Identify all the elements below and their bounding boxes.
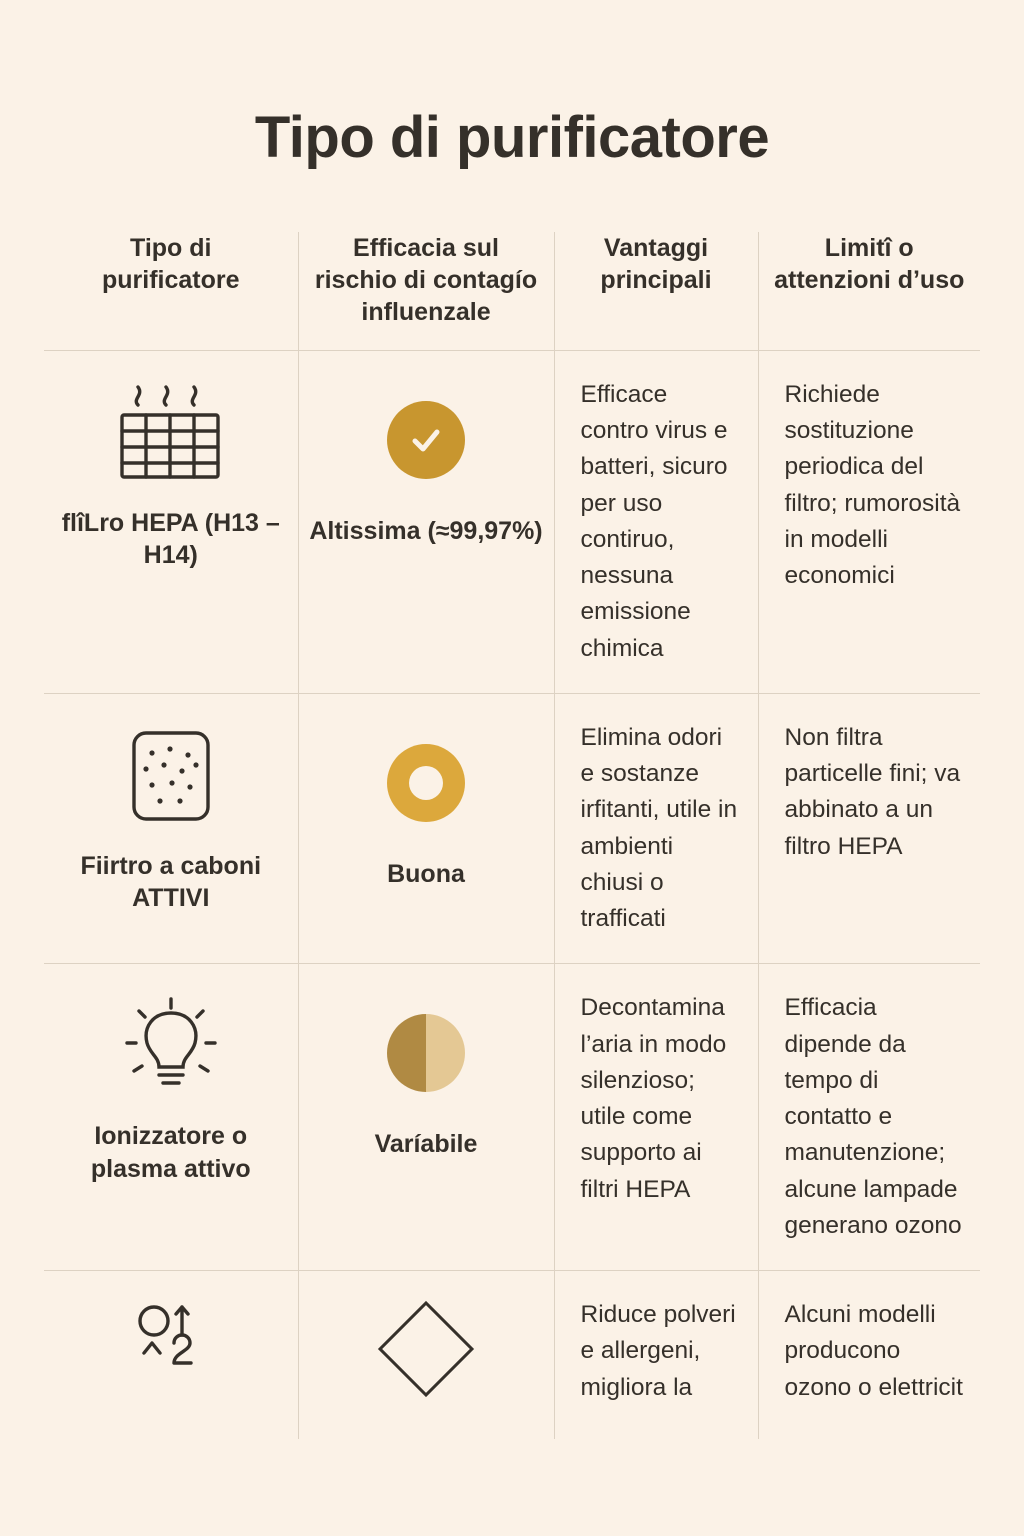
row-type-label: Fiirtro a caboni ATTIVI: [80, 851, 262, 913]
table-row: [44, 1271, 980, 1440]
carbon-filter-icon: [54, 718, 288, 836]
row-type-cell: [44, 350, 298, 693]
row-efficacy-label: Buona: [387, 859, 465, 888]
table-header: [44, 232, 980, 351]
row-type-label: Ionizzatore o plasma attivo: [90, 1122, 251, 1183]
row-efficacy-label: Varíabile: [374, 1130, 478, 1159]
row-type-cell: [44, 964, 298, 1271]
row-type-cell: [44, 1271, 298, 1440]
table-row: [44, 693, 980, 964]
row-efficacy-cell: [298, 964, 554, 1271]
row-type-label: flîLro HEPA (H13 – H14): [61, 508, 280, 570]
row-efficacy-cell: [298, 693, 554, 964]
column-header-benefits: Vantaggi principali: [554, 232, 758, 351]
donut-circle-icon: [309, 724, 544, 842]
check-circle-icon: [309, 381, 544, 499]
table-row: [44, 350, 980, 693]
row-benefits-cell: Riduce polveri e allergeni, migliora la: [554, 1271, 758, 1440]
lightbulb-icon: [54, 988, 288, 1106]
row-efficacy-cell: [298, 350, 554, 693]
row-efficacy-cell: [298, 1271, 554, 1440]
row-limits-cell: Alcuni modelli producono ozono o elettricit: [758, 1271, 980, 1440]
column-header-efficacy: Efficacia sul rischio di contagío influenzale: [298, 232, 554, 351]
row-type-cell: [44, 693, 298, 964]
row-limits-cell: Richiede sostituzione periodica del filtro; rumorosità in modelli economici: [758, 350, 980, 693]
row-benefits-cell: Decontamina l’aria in modo silenzioso; utile come supporto ai filtri HEPA: [554, 964, 758, 1271]
row-limits-cell: Non filtra particelle fini; va abbinato a un filtro HEPA: [758, 693, 980, 964]
comparison-table: [44, 232, 980, 1439]
column-header-type: Tipo di purificatore: [101, 233, 240, 294]
column-header-limits: Limitî o attenzioni d’uso: [758, 232, 980, 351]
hepa-filter-icon: [54, 375, 288, 493]
row-limits-cell: Efficacia dipende da tempo di contatto e manutenzione; alcune lampade generano ozono: [758, 964, 980, 1271]
page-title: Tipo di purificatore: [254, 105, 770, 170]
diamond-outline-icon: [309, 1301, 544, 1397]
ozone-o2-icon: [54, 1295, 288, 1391]
half-circle-icon: [309, 994, 544, 1112]
table-row: [44, 964, 980, 1271]
row-benefits-cell: Elimina odori e sostanze irfitanti, utile in ambienti chiusi o trafficati: [554, 693, 758, 964]
row-benefits-cell: Efficace contro virus e batteri, sicuro per uso contiruo, nessuna emissione chimica: [554, 350, 758, 693]
row-efficacy-label: Altissima (≈99,97%): [309, 516, 543, 545]
